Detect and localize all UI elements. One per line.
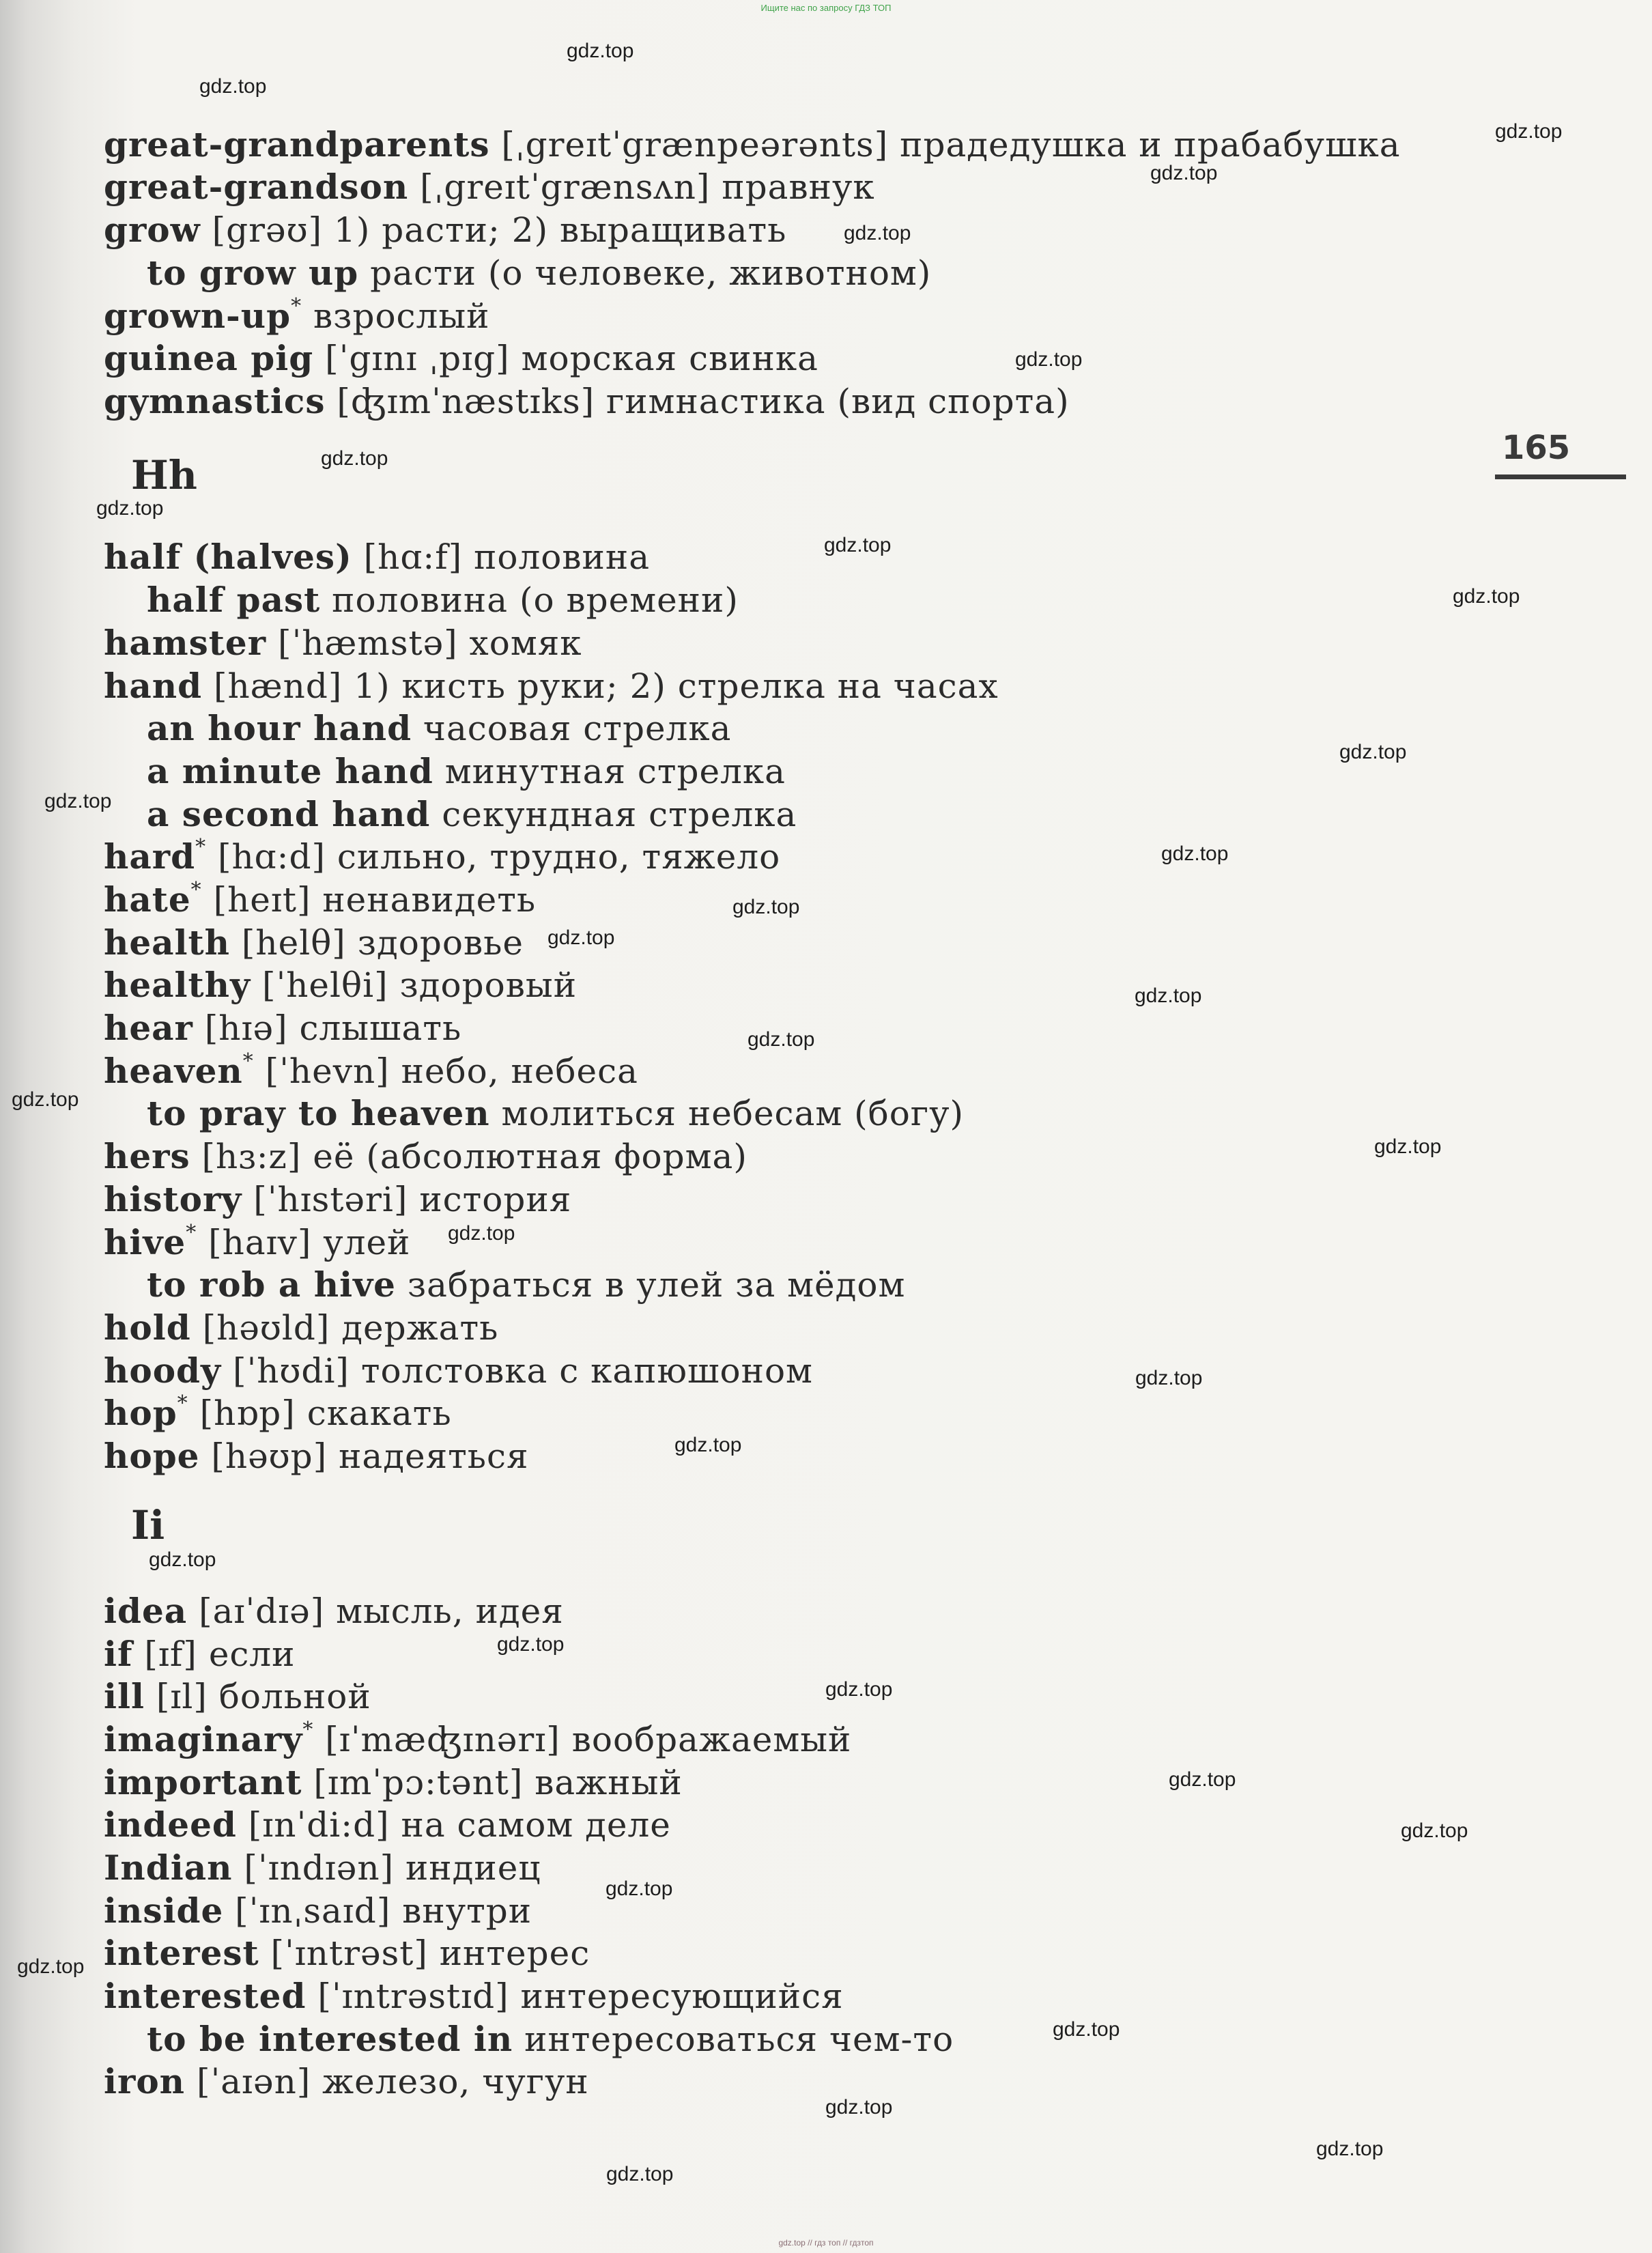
entry-definition: [ˈɪndɪən] индиец	[232, 1848, 541, 1888]
entry-definition: забраться в улей за мёдом	[395, 1265, 906, 1305]
entry-headword: hate	[104, 879, 191, 920]
watermark-text: gdz.top	[1150, 162, 1218, 184]
entry-star-marker: *	[195, 835, 207, 859]
entry-headword: grown-up	[104, 296, 291, 336]
entry-definition: [həʊld] держать	[190, 1308, 499, 1348]
entry-star-marker: *	[242, 1049, 254, 1073]
watermark-text: gdz.top	[12, 1088, 79, 1111]
entry-headword: to be interested in	[147, 2019, 513, 2059]
watermark-text: gdz.top	[448, 1222, 515, 1245]
entry-headword: healthy	[104, 965, 251, 1005]
watermark-text: gdz.top	[1135, 1367, 1203, 1389]
entry-definition: [aɪˈdɪə] мысль, идея	[187, 1591, 564, 1631]
watermark-text: gdz.top	[1316, 2138, 1384, 2160]
entry-definition: [hɒp] скакать	[188, 1393, 452, 1433]
entry-headword: gymnastics	[104, 381, 326, 421]
watermark-text: gdz.top	[1495, 120, 1563, 143]
entry-definition: молиться небесам (богу)	[489, 1094, 964, 1133]
entry-star-marker: *	[291, 294, 302, 318]
watermark-text: gdz.top	[1161, 842, 1229, 865]
watermark-text: gdz.top	[44, 790, 112, 812]
entry-headword: half past	[147, 580, 321, 620]
dictionary-entry	[104, 2051, 589, 2103]
entry-headword: health	[104, 922, 231, 963]
watermark-text: gdz.top	[732, 896, 800, 918]
entry-definition: [hɑ:d] сильно, трудно, тяжело	[206, 837, 781, 877]
entry-definition: минутная стрелка	[433, 752, 786, 791]
watermark-text: gdz.top	[17, 1955, 85, 1978]
watermark-text: gdz.top	[1135, 984, 1202, 1007]
entry-definition: [ˌgreɪtˈgrænpeərənts] прадедушка и прабабушка	[489, 125, 1401, 165]
entry-headword: hand	[104, 666, 203, 706]
entry-headword: iron	[104, 2061, 186, 2101]
entry-headword: a second hand	[147, 794, 431, 834]
watermark-text: gdz.top	[844, 222, 911, 244]
entry-headword: interest	[104, 1933, 259, 1973]
entry-definition: [hɪə] слышать	[193, 1008, 462, 1048]
entry-definition: [ˈhɪstəri] история	[242, 1180, 572, 1219]
entry-headword: hers	[104, 1136, 190, 1176]
section-letter-h: Hh	[131, 452, 197, 498]
entry-definition: [ɪl] больной	[144, 1677, 371, 1716]
entry-headword: Indian	[104, 1847, 233, 1888]
entry-definition: интересоваться чем-то	[513, 2020, 954, 2059]
entry-headword: history	[104, 1179, 242, 1219]
entry-headword: grow	[104, 210, 201, 250]
entry-definition: [haɪv] улей	[197, 1223, 411, 1262]
entry-headword: idea	[104, 1591, 188, 1631]
page-number: 165	[1502, 429, 1571, 467]
watermark-text: gdz.top	[96, 497, 164, 520]
entry-definition: [həʊp] надеяться	[199, 1436, 529, 1476]
watermark-text: gdz.top	[199, 75, 267, 98]
watermark-text: gdz.top	[1339, 741, 1407, 763]
entry-headword: ill	[104, 1676, 145, 1716]
entry-star-marker: *	[190, 878, 202, 902]
entry-definition: [ˈhʊdi] толстовка с капюшоном	[221, 1351, 813, 1391]
entry-headword: interested	[104, 1976, 307, 2016]
entry-headword: to rob a hive	[147, 1264, 396, 1305]
entry-headword: imaginary	[104, 1719, 303, 1759]
entry-definition: [ˈhevn] небо, небеса	[253, 1051, 638, 1091]
watermark-text: gdz.top	[1169, 1768, 1236, 1791]
entry-definition: [ˈhæmstə] хомяк	[266, 623, 582, 663]
entry-definition: [hɑ:f] половина	[352, 537, 650, 577]
watermark-text: gdz.top	[321, 447, 388, 470]
watermark-text: gdz.top	[606, 1878, 673, 1900]
entry-definition: [ˈaɪən] железо, чугун	[185, 2062, 589, 2101]
entry-definition: [ɪˈmæʤɪnərɪ] воображаемый	[313, 1720, 852, 1759]
entry-definition: [ˌgreɪtˈgrænsʌn] правнук	[408, 167, 875, 207]
entry-definition: [ɪnˈdi:d] на самом деле	[236, 1805, 671, 1845]
entry-headword: a minute hand	[147, 751, 433, 791]
entry-headword: hoody	[104, 1350, 222, 1391]
entry-definition: половина (о времени)	[320, 580, 739, 620]
entry-headword: important	[104, 1762, 302, 1802]
entry-headword: if	[104, 1634, 133, 1674]
entry-headword: half (halves)	[104, 537, 352, 577]
entry-headword: hope	[104, 1436, 200, 1476]
entry-headword: guinea pig	[104, 338, 314, 378]
entry-headword: hop	[104, 1393, 177, 1433]
entry-definition: секундная стрелка	[430, 795, 797, 834]
entry-definition: часовая стрелка	[412, 709, 732, 748]
entry-definition: [hænd] 1) кисть руки; 2) стрелка на часах	[202, 666, 999, 706]
entry-definition: [helθ] здоровье	[230, 923, 524, 963]
entry-definition: [ˈɪntrəstɪd] интересующийся	[306, 1976, 844, 2016]
section-letter-i: Ii	[131, 1502, 165, 1548]
entry-headword: hive	[104, 1222, 186, 1262]
entry-headword: inside	[104, 1890, 224, 1931]
entry-headword: hear	[104, 1008, 193, 1048]
entry-definition: [ˈgɪnɪ ˌpɪg] морская свинка	[313, 339, 818, 378]
entry-definition: [ˈɪnˌsaɪd] внутри	[223, 1891, 532, 1931]
dictionary-entry	[104, 1426, 529, 1477]
entry-definition: [heɪt] ненавидеть	[201, 880, 537, 920]
watermark-text: gdz.top	[606, 2163, 674, 2185]
entry-headword: hold	[104, 1307, 191, 1348]
watermark-text: gdz.top	[1053, 2018, 1120, 2041]
page-number-rule	[1495, 474, 1626, 479]
entry-headword: great-grandson	[104, 167, 409, 207]
entry-star-marker: *	[302, 1718, 314, 1742]
dictionary-entry	[104, 371, 1070, 423]
entry-headword: heaven	[104, 1051, 243, 1091]
watermark-text: gdz.top	[1374, 1135, 1442, 1158]
header-note: Ищите нас по запросу ГДЗ ТОП	[760, 3, 892, 13]
entry-headword: to pray to heaven	[147, 1093, 490, 1133]
entry-star-marker: *	[177, 1391, 188, 1415]
watermark-text: gdz.top	[497, 1633, 565, 1656]
watermark-text: gdz.top	[825, 2096, 893, 2119]
watermark-text: gdz.top	[149, 1548, 216, 1571]
entry-star-marker: *	[186, 1221, 197, 1245]
entry-definition: [hɜ:z] её (абсолютная форма)	[190, 1137, 747, 1176]
entry-headword: hamster	[104, 623, 267, 663]
entry-definition: [grəʊ] 1) расти; 2) выращивать	[200, 210, 787, 250]
entry-definition: [ˈɪntrəst] интерес	[259, 1933, 590, 1973]
watermark-text: gdz.top	[567, 40, 634, 62]
entry-headword: an hour hand	[147, 708, 412, 748]
watermark-text: gdz.top	[1453, 585, 1520, 608]
footer-note: gdz.top // гдз топ // гдзтоп	[778, 2238, 874, 2248]
entry-headword: to grow up	[147, 253, 359, 293]
watermark-text: gdz.top	[825, 1678, 893, 1701]
watermark-text: gdz.top	[824, 534, 892, 556]
entry-definition: [ʤɪmˈnæstɪks] гимнастика (вид спорта)	[325, 382, 1070, 421]
watermark-text: gdz.top	[674, 1434, 742, 1456]
entry-headword: great-grandparents	[104, 124, 490, 165]
entry-definition: [ɪmˈpɔ:tənt] важный	[302, 1763, 683, 1802]
watermark-text: gdz.top	[1015, 348, 1083, 371]
entry-headword: hard	[104, 836, 196, 877]
watermark-text: gdz.top	[747, 1028, 815, 1051]
entry-definition: [ˈhelθi] здоровый	[251, 965, 578, 1005]
watermark-text: gdz.top	[547, 926, 615, 949]
entry-definition: расти (о человеке, животном)	[358, 253, 932, 293]
entry-definition: [ɪf] если	[132, 1634, 296, 1674]
watermark-text: gdz.top	[1401, 1819, 1468, 1842]
entry-definition: взрослый	[302, 296, 490, 336]
entry-headword: indeed	[104, 1804, 237, 1845]
